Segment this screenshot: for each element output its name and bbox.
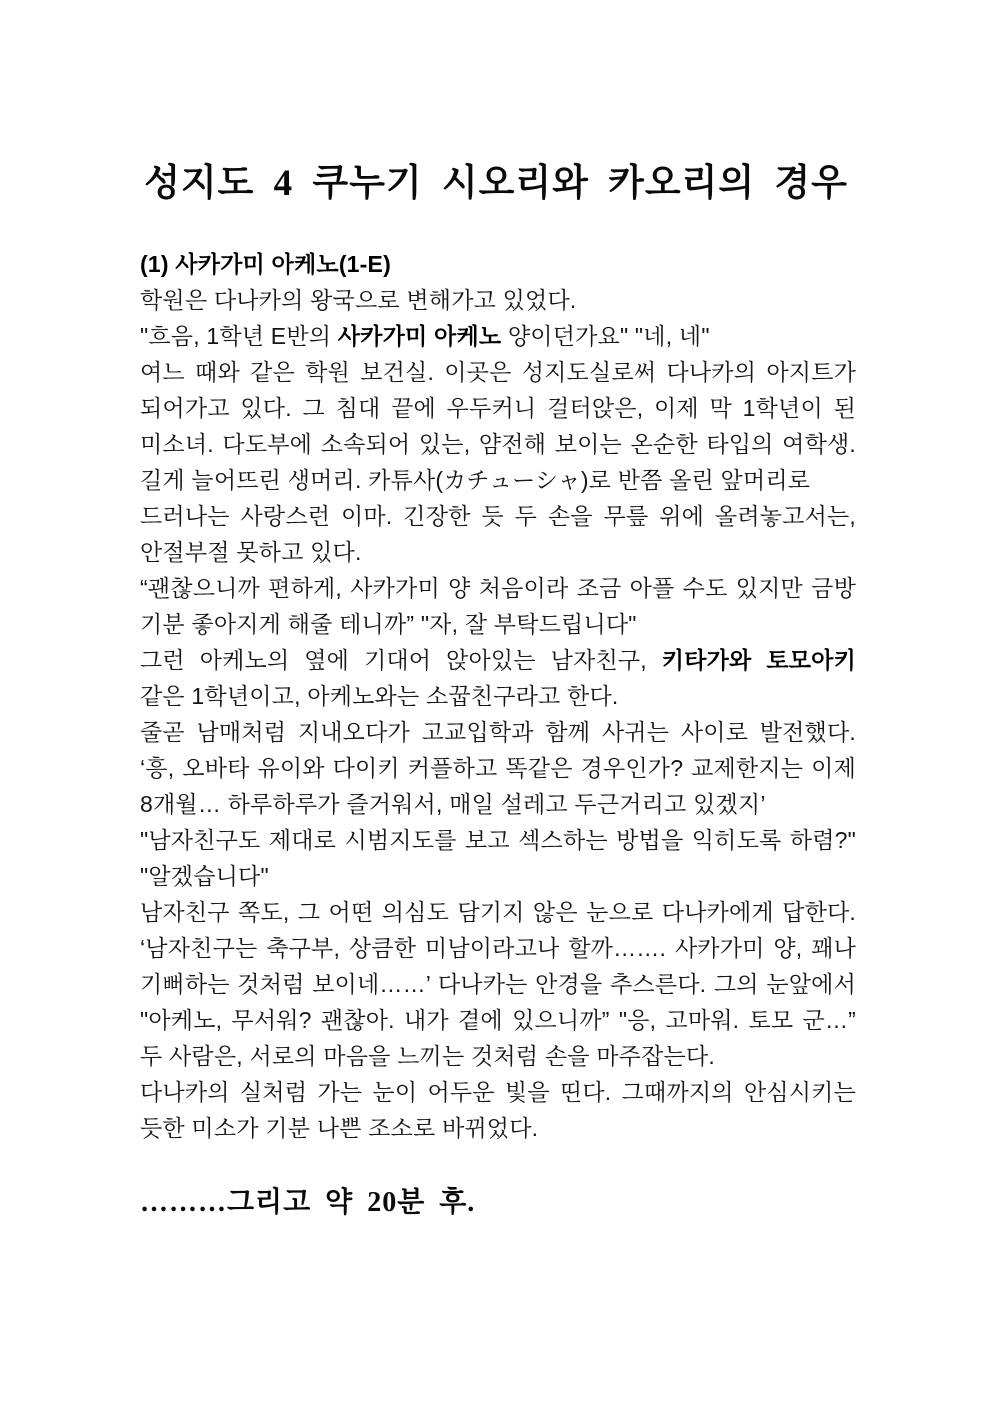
text-segment: 양이던가요" "네, 네" — [501, 323, 710, 349]
text-line — [140, 318, 856, 354]
text-line: 남자친구 쪽도, 그 어떤 의심도 담기지 않은 눈으로 다나카에게 답한다. — [140, 899, 856, 925]
text-line: ‘흥, 오바타 유이와 다이키 커플하고 똑같은 경우인가? 교제한지는 이제 — [140, 755, 856, 781]
text-line: ‘남자친구는 축구부, 상큼한 미남이라고나 할까……. 사카가미 양, 꽤나 — [140, 935, 856, 961]
text-line: 두 사람은, 서로의 마음을 느끼는 것처럼 손을 마주잡는다. — [140, 1043, 715, 1069]
text-line: "남자친구도 제대로 시범지도를 보고 섹스하는 방법을 익히도록 하렴?" — [140, 827, 856, 853]
text-line: 기뻐하는 것처럼 보이네……’ 다나카는 안경을 추스른다. 그의 눈앞에서 — [140, 971, 856, 997]
text-line: "알겠습니다" — [140, 863, 269, 889]
text-line — [140, 642, 856, 678]
document-title: 성지도 4 쿠누기 시오리와 카오리의 경우 — [144, 163, 848, 204]
text-line: 8개월… 하루하루가 즐거워서, 매일 설레고 두근거리고 있겠지’ — [140, 791, 766, 817]
section-heading: (1) 사카가미 아케노(1-E) — [140, 251, 391, 277]
text-line: 기분 좋아지게 해줄 테니까” "자, 잘 부탁드립니다" — [140, 611, 637, 637]
text-line: 되어가고 있다. 그 침대 끝에 우두커니 걸터앉은, 이제 막 1학년이 된 — [140, 395, 856, 421]
bold-character-name: 사카가미 아케노 — [337, 323, 502, 349]
text-line: “괜찮으니까 편하게, 사카가미 양 처음이라 조금 아플 수도 있지만 금방 — [140, 575, 856, 601]
text-line: 줄곧 남매처럼 지내오다가 고교입학과 함께 사귀는 사이로 발전했다. — [140, 719, 856, 745]
text-line: 여느 때와 같은 학원 보건실. 이곳은 성지도실로써 다나카의 아지트가 — [140, 359, 856, 385]
text-line: 드러나는 사랑스런 이마. 긴장한 듯 두 손을 무릎 위에 올려놓고서는, — [140, 503, 856, 529]
closing-line: ………그리고 약 20분 후. — [140, 1187, 476, 1218]
text-segment: 그런 아케노의 옆에 기대어 앉아있는 남자친구, — [140, 647, 662, 673]
text-line: 다나카의 실처럼 가는 눈이 어두운 빛을 띤다. 그때까지의 안심시키는 — [140, 1079, 856, 1105]
text-line: 학원은 다나카의 왕국으로 변해가고 있었다. — [140, 287, 577, 313]
text-line: 듯한 미소가 기분 나쁜 조소로 바뀌었다. — [140, 1115, 539, 1141]
text-line: 길게 늘어뜨린 생머리. 카튜사(カチューシャ)로 반쯤 올린 앞머리로 — [140, 467, 811, 493]
text-line: 안절부절 못하고 있다. — [140, 539, 362, 565]
text-line: "아케노, 무서워? 괜찮아. 내가 곁에 있으니까” "응, 고마워. 토모 군…” — [140, 1007, 856, 1033]
text-segment: "흐음, 1학년 E반의 — [140, 323, 338, 349]
text-line: 같은 1학년이고, 아케노와는 소꿉친구라고 한다. — [140, 683, 619, 709]
text-line: 미소녀. 다도부에 소속되어 있는, 얌전해 보이는 온순한 타입의 여학생. — [140, 431, 856, 457]
document-body — [140, 246, 856, 1146]
bold-character-name: 키타가와 토모아키 — [661, 647, 856, 673]
